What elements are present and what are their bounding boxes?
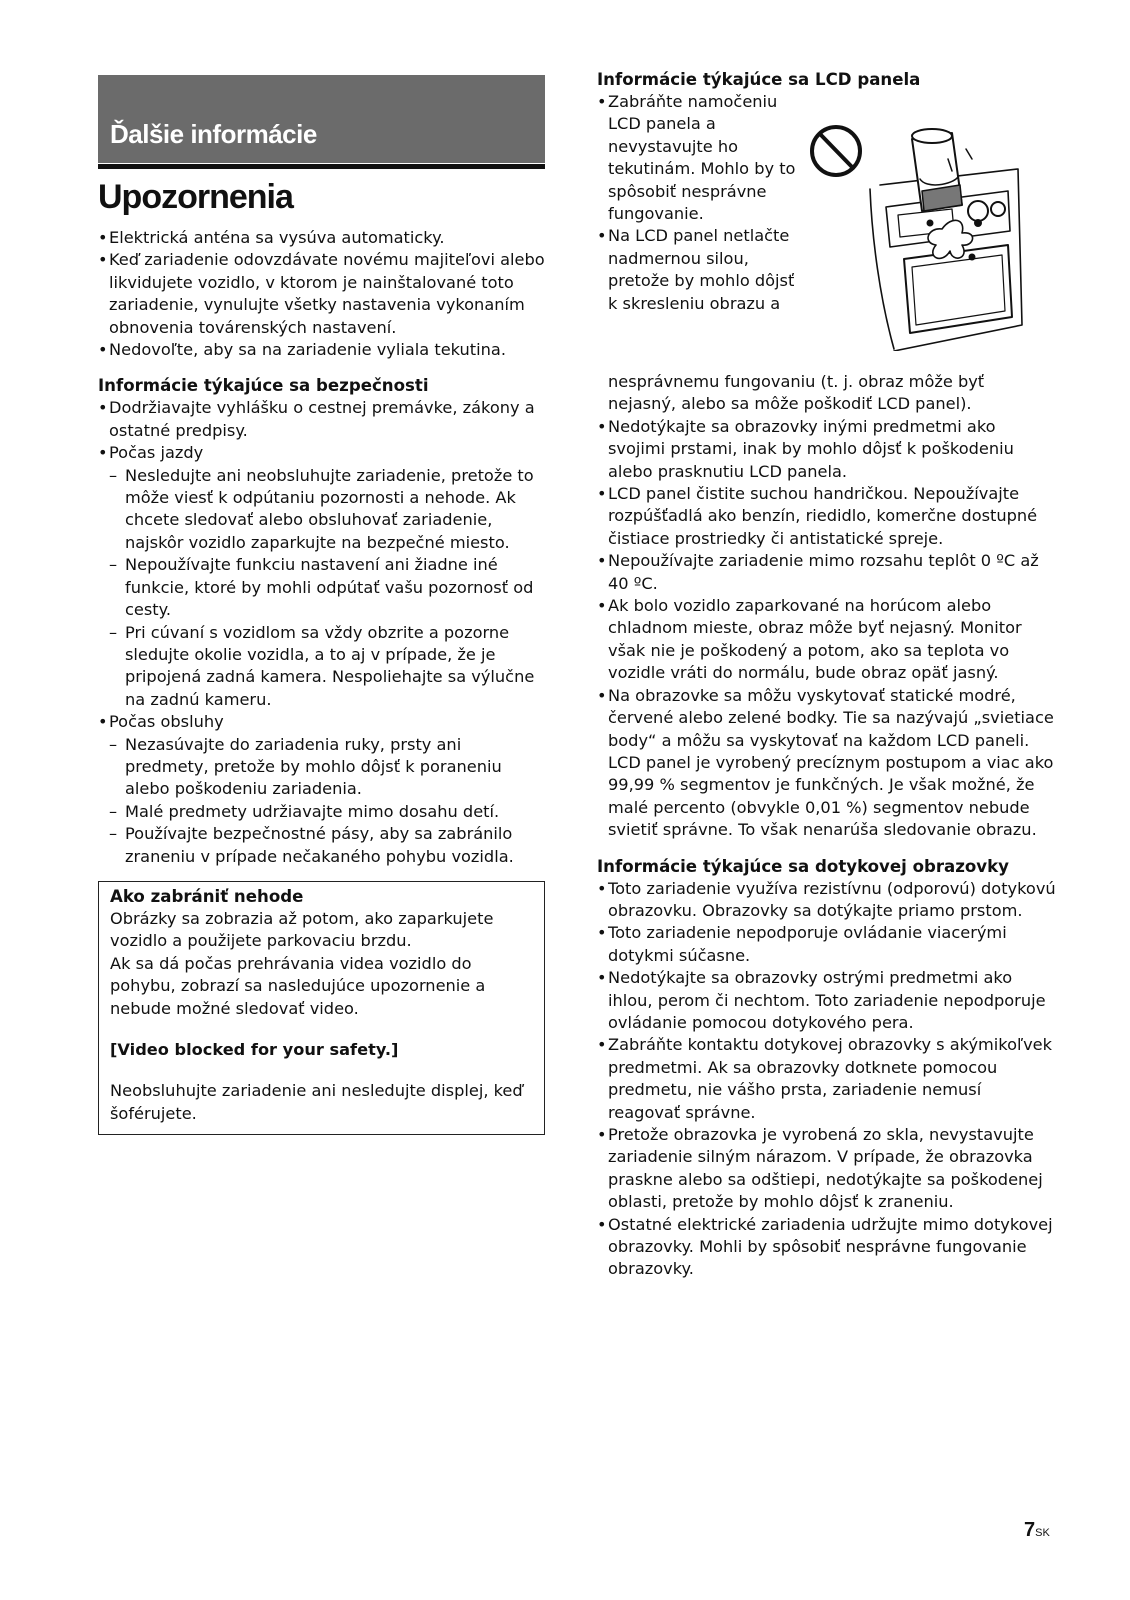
page-title: Upozornenia bbox=[98, 178, 293, 216]
warning-message: [Video blocked for your safety.] bbox=[110, 1040, 399, 1059]
safety-list-2 bbox=[98, 711, 545, 733]
list-item: • Nedotýkajte sa obrazovky inými predmetmi ako svojimi prstami, inak by mohlo dôjsť k poškodeniu alebo prasknutiu LCD panela. bbox=[597, 416, 1057, 483]
section-rule bbox=[98, 164, 545, 169]
list-item: • LCD panel čistite suchou handričkou. Nepoužívajte rozpúšťadlá ako benzín, riedidlo, komerčne dostupné čistiace prostriedky či antistatické spreje. bbox=[597, 483, 1057, 550]
right-column bbox=[597, 69, 1057, 1281]
accident-note-box bbox=[98, 881, 545, 1135]
list-item: • Nepoužívajte zariadenie mimo rozsahu teplôt 0 ºC až 40 ºC. bbox=[597, 550, 1057, 595]
operation-dash-list bbox=[98, 734, 545, 868]
list-item: • Na obrazovke sa môžu vyskytovať statické modré, červené alebo zelené bodky. Tie sa nazývajú „svietiace body“ a môžu sa vyskytovať na každom LCD paneli. LCD panel je vyrobený precíznym postupom a viac ako 99,99 % segmentov je funkčných. Je však možné, že malé percento (obvykle 0,01 %) segmentov nebude svietiť správne. To však nenarúša sledovanie obrazu. bbox=[597, 685, 1057, 842]
dash-item: – Nepoužívajte funkciu nastavení ani žiadne iné funkcie, ktoré by mohli odpútať vašu pozornosť od cesty. bbox=[98, 554, 545, 621]
lcd-intro-block bbox=[597, 91, 1057, 371]
note-paragraph: Neobsluhujte zariadenie ani nesledujte displej, keď šoférujete. bbox=[110, 1081, 523, 1123]
list-item: • Pretože obrazovka je vyrobená zo skla, nevystavujte zariadenie silným nárazom. V prípade, že obrazovka praskne alebo sa odštiepi, nedotýkajte sa poškodenej oblasti, pretože by mohlo dôjsť k zraneniu. bbox=[597, 1124, 1057, 1214]
touch-list bbox=[597, 878, 1057, 1281]
driving-dash-list bbox=[98, 465, 545, 711]
list-item: • Toto zariadenie nepodporuje ovládanie viacerými dotykmi súčasne. bbox=[597, 922, 1057, 967]
page-number bbox=[1024, 1519, 1050, 1544]
safety-heading: Informácie týkajúce sa bezpečnosti bbox=[98, 376, 429, 396]
list-item: • Nedovoľte, aby sa na zariadenie vyliala tekutina. bbox=[98, 339, 545, 361]
lcd-list bbox=[597, 416, 1057, 842]
note-heading: Ako zabrániť nehode bbox=[110, 886, 304, 906]
lcd-continued-text: nesprávnemu fungovaniu (t. j. obraz môže byť nejasný, alebo sa môže poškodiť LCD panel). bbox=[608, 372, 985, 414]
dash-item: – Nesledujte ani neobsluhujte zariadenie, pretože to môže viesť k odpútaniu pozornosti a nehode. Ak chcete sledovať alebo obsluhovať zariadenie, najskôr vozidlo zaparkujte na bezpečné miesto. bbox=[98, 465, 545, 555]
list-item-label: Počas jazdy bbox=[109, 443, 204, 463]
left-column bbox=[98, 75, 545, 1135]
dash-item: – Pri cúvaní s vozidlom sa vždy obzrite a pozorne sledujte okolie vozidla, a to aj v prípade, že je pripojená zadná kamera. Nespoliehajte sa výlučne na zadnú kameru. bbox=[98, 622, 545, 712]
safety-list bbox=[98, 397, 545, 464]
page-language-code: SK bbox=[1035, 1527, 1050, 1539]
list-item: • Dodržiavajte vyhlášku o cestnej premávke, zákony a ostatné predpisy. bbox=[98, 397, 545, 442]
prohibition-icon bbox=[812, 127, 860, 175]
list-item: • Zabráňte kontaktu dotykovej obrazovky s akýmikoľvek predmetmi. Ak sa obrazovky dotknete pomocou predmetu, nie vášho prsta, zariadenie nemusí reagovať správne. bbox=[597, 1034, 1057, 1124]
section-band-title: Ďalšie informácie bbox=[110, 118, 317, 149]
dash-item: – Používajte bezpečnostné pásy, aby sa zabránilo zraneniu v prípade nečakaného pohybu vozidla. bbox=[98, 823, 545, 868]
dash-item: – Nezasúvajte do zariadenia ruky, prsty ani predmety, pretože by mohlo dôjsť k poraneniu alebo poškodeniu zariadenia. bbox=[98, 734, 545, 801]
page-number-value: 7 bbox=[1024, 1519, 1036, 1541]
intro-list bbox=[98, 227, 545, 361]
note-paragraph: Ak sa dá počas prehrávania videa vozidlo do pohybu, zobrazí sa nasledujúce upozornenie a nebude možné sledovať video. bbox=[110, 953, 486, 1018]
note-paragraph: Obrázky sa zobrazia až potom, ako zaparkujete vozidlo a použijete parkovaciu brzdu. bbox=[110, 908, 494, 951]
lcd-list-top bbox=[597, 91, 797, 315]
dash-item: – Malé predmety udržiavajte mimo dosahu detí. bbox=[98, 801, 545, 823]
list-item: • Keď zariadenie odovzdávate novému majiteľovi alebo likvidujete vozidlo, v ktorom je nainštalované toto zariadenie, vynulujte všetky nastavenia vykonaním obnovenia továrenských nastavení. bbox=[98, 249, 545, 339]
list-item bbox=[98, 442, 545, 464]
section-band bbox=[98, 75, 545, 163]
list-item: • Počas obsluhy bbox=[98, 711, 545, 733]
list-item: • Toto zariadenie využíva rezistívnu (odporovú) dotykovú obrazovku. Obrazovky sa dotýkajte priamo prstom. bbox=[597, 878, 1057, 923]
list-item: • Zabráňte namočeniu LCD panela a nevystavujte ho tekutinám. Mohlo by to spôsobiť nesprávne fungovanie. bbox=[597, 91, 797, 225]
list-item: • Ostatné elektrické zariadenia udržujte mimo dotykovej obrazovky. Mohli by spôsobiť nesprávne fungovanie obrazovky. bbox=[597, 1214, 1057, 1281]
lcd-heading: Informácie týkajúce sa LCD panela bbox=[597, 70, 921, 89]
list-item: • Ak bolo vozidlo zaparkované na horúcom alebo chladnom mieste, obraz môže byť nejasný. Monitor však nie je poškodený a potom, ako sa teplota vo vozidle vráti do normálu, bude obraz opäť jasný. bbox=[597, 595, 1057, 685]
touch-heading: Informácie týkajúce sa dotykovej obrazovky bbox=[597, 856, 1009, 876]
no-liquid-illustration bbox=[802, 119, 1030, 351]
list-item: • Elektrická anténa sa vysúva automaticky. bbox=[98, 227, 545, 249]
list-item: • Nedotýkajte sa obrazovky ostrými predmetmi ako ihlou, perom či nechtom. Toto zariadenie nepodporuje ovládanie pomocou dotykového pera. bbox=[597, 967, 1057, 1034]
list-item: • Na LCD panel netlačte nadmernou silou, pretože by mohlo dôjsť k skresleniu obrazu a bbox=[597, 225, 797, 315]
